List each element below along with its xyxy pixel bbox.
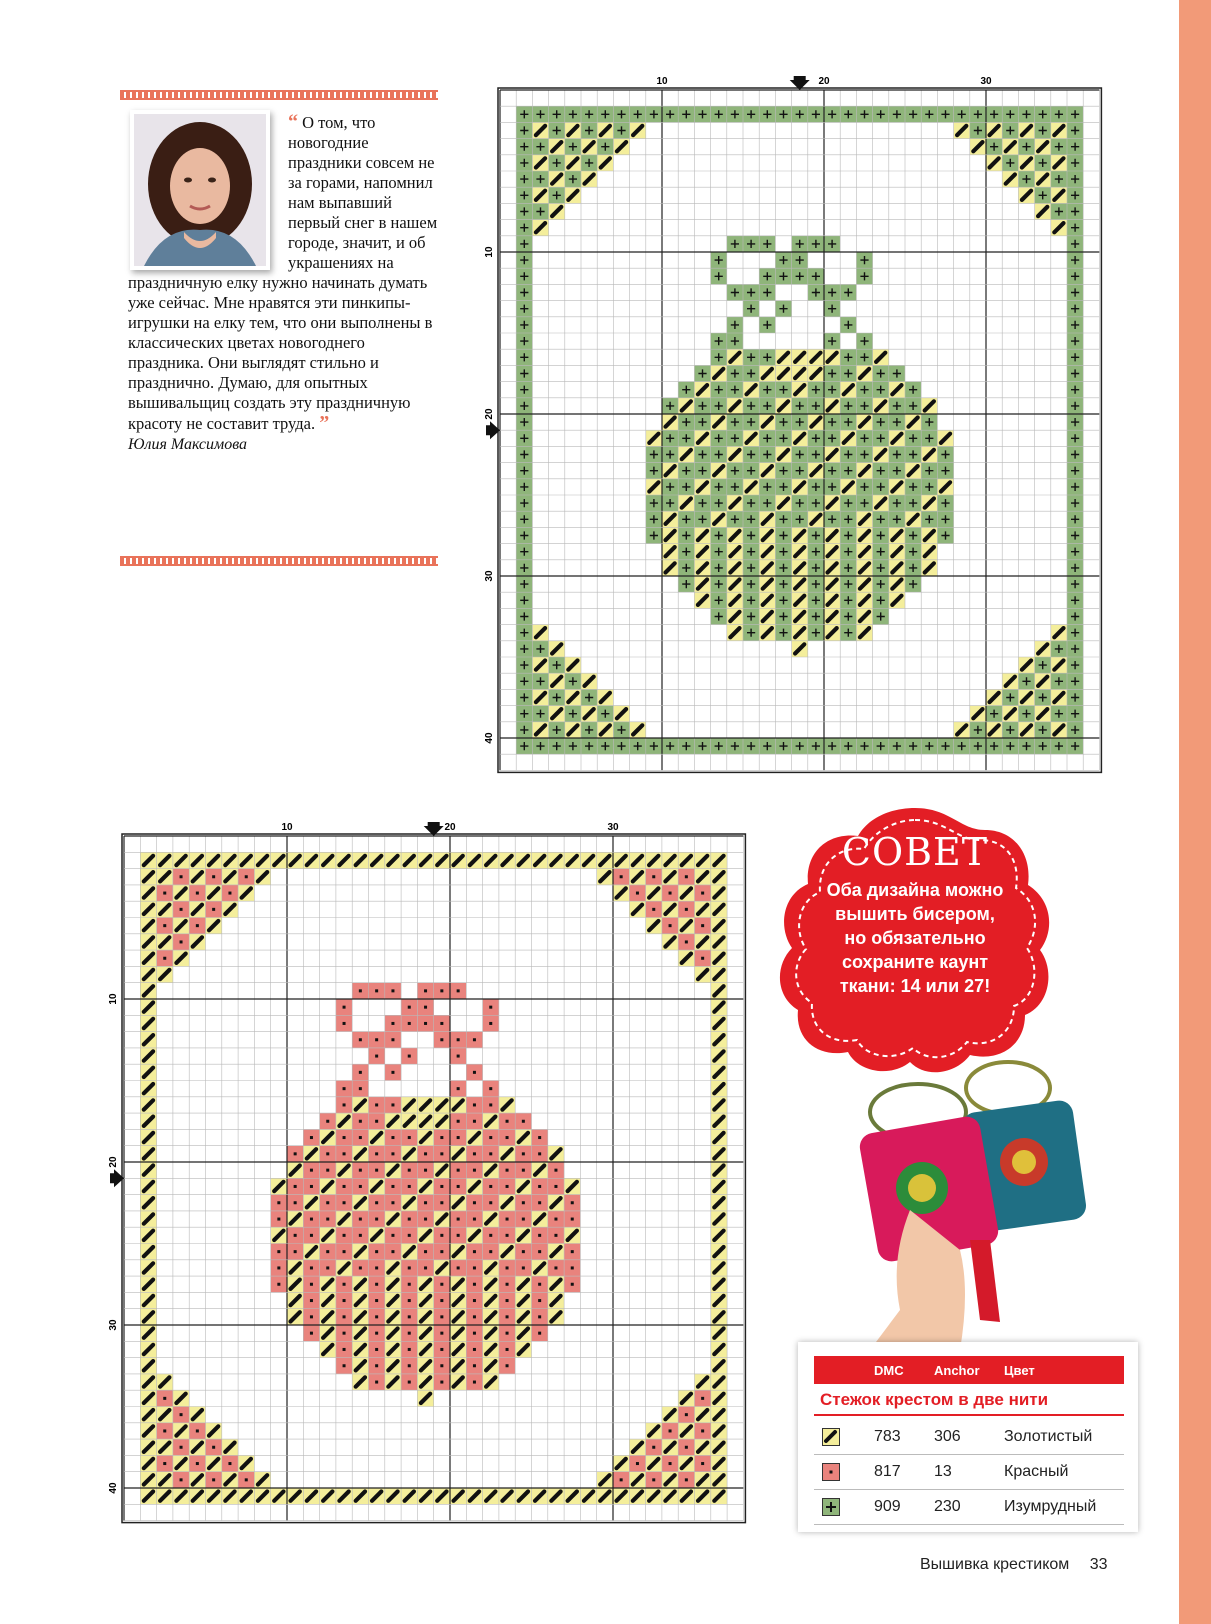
legend-color-name: Золотистый xyxy=(1004,1428,1093,1445)
red-dot-icon xyxy=(822,1463,840,1481)
tip-line: вышить бисером, xyxy=(835,904,995,924)
tick-label-y: 30 xyxy=(108,1319,119,1331)
page-footer xyxy=(920,1556,1108,1574)
legend-dmc: 783 xyxy=(874,1428,901,1445)
tip-line: Оба дизайна можно xyxy=(826,880,1004,900)
legend-row xyxy=(814,1455,1124,1490)
tick-label-x: 30 xyxy=(607,822,619,833)
quote-close-mark: ” xyxy=(319,412,330,434)
tip-line: сохраните каунт xyxy=(841,952,989,972)
legend-dmc: 909 xyxy=(874,1498,901,1515)
legend-anchor: 230 xyxy=(934,1498,961,1515)
product-photo xyxy=(850,1060,1100,1350)
tick-label-x: 20 xyxy=(444,822,456,833)
page-edge-stripe xyxy=(1179,0,1211,1624)
green-plus-icon xyxy=(822,1498,840,1516)
tick-label-y: 20 xyxy=(108,1156,119,1168)
quote-box xyxy=(120,90,438,568)
legend-row xyxy=(814,1490,1124,1525)
tick-label-y: 30 xyxy=(484,570,495,582)
decorative-border-top xyxy=(120,90,438,100)
tick-label-y: 40 xyxy=(108,1482,119,1494)
decorative-border-bottom xyxy=(120,556,438,566)
legend-header xyxy=(814,1356,1124,1384)
quote-text xyxy=(128,112,438,455)
tip-line: но обязательно xyxy=(844,928,986,948)
legend-header-anchor: Anchor xyxy=(934,1363,980,1378)
tick-label-x: 20 xyxy=(818,76,830,87)
legend-row xyxy=(814,1420,1124,1455)
legend-dmc: 817 xyxy=(874,1463,901,1480)
tick-label-y: 40 xyxy=(484,732,495,744)
magazine-name: Вышивка крестиком xyxy=(920,1556,1070,1573)
legend-subtitle: Стежок крестом в две нити xyxy=(820,1390,1049,1409)
legend-header-color: Цвет xyxy=(1004,1363,1035,1378)
tip-badge xyxy=(770,800,1060,1080)
tip-title: СОВЕТ xyxy=(841,830,989,874)
tip-text xyxy=(770,878,1060,998)
legend-anchor: 306 xyxy=(934,1428,961,1445)
quote-body: О том, что новогодние праздники совсем не за горами, напомнил нам выпавший первый снег в нашем городе, значит, и об украшениях на праздничную елку нужно начинать думать уже сейчас. Мне нравятся эти пинкипы-игрушки на елку тем, что они выполнены в классических цветах новогоднего праздника. Они выглядят стильно и празднично. Думаю, для опытных вышивальщиц создать эту праздничную красоту не составит труда. xyxy=(128,113,438,433)
tick-label-y: 10 xyxy=(108,993,119,1005)
legend-header-dmc: DMC xyxy=(874,1363,904,1378)
page-number: 33 xyxy=(1089,1556,1108,1573)
legend-anchor: 13 xyxy=(934,1463,952,1480)
legend-color-name: Красный xyxy=(1004,1463,1069,1480)
gold-slash-icon xyxy=(822,1428,840,1446)
quote-author: Юлия Максимова xyxy=(128,436,248,453)
tick-label-x: 30 xyxy=(980,76,992,87)
tick-label-y: 20 xyxy=(484,408,495,420)
tick-label-y: 10 xyxy=(484,246,495,258)
color-legend xyxy=(798,1342,1138,1532)
cross-stitch-chart-red xyxy=(106,822,762,1546)
cross-stitch-chart-green xyxy=(484,76,1112,796)
legend-color-name: Изумрудный xyxy=(1004,1498,1097,1515)
tick-label-x: 10 xyxy=(656,76,668,87)
legend-divider xyxy=(814,1414,1124,1416)
tip-line: ткани: 14 или 27! xyxy=(839,976,991,996)
tick-label-x: 10 xyxy=(281,822,293,833)
quote-open-mark: “ xyxy=(288,111,298,133)
